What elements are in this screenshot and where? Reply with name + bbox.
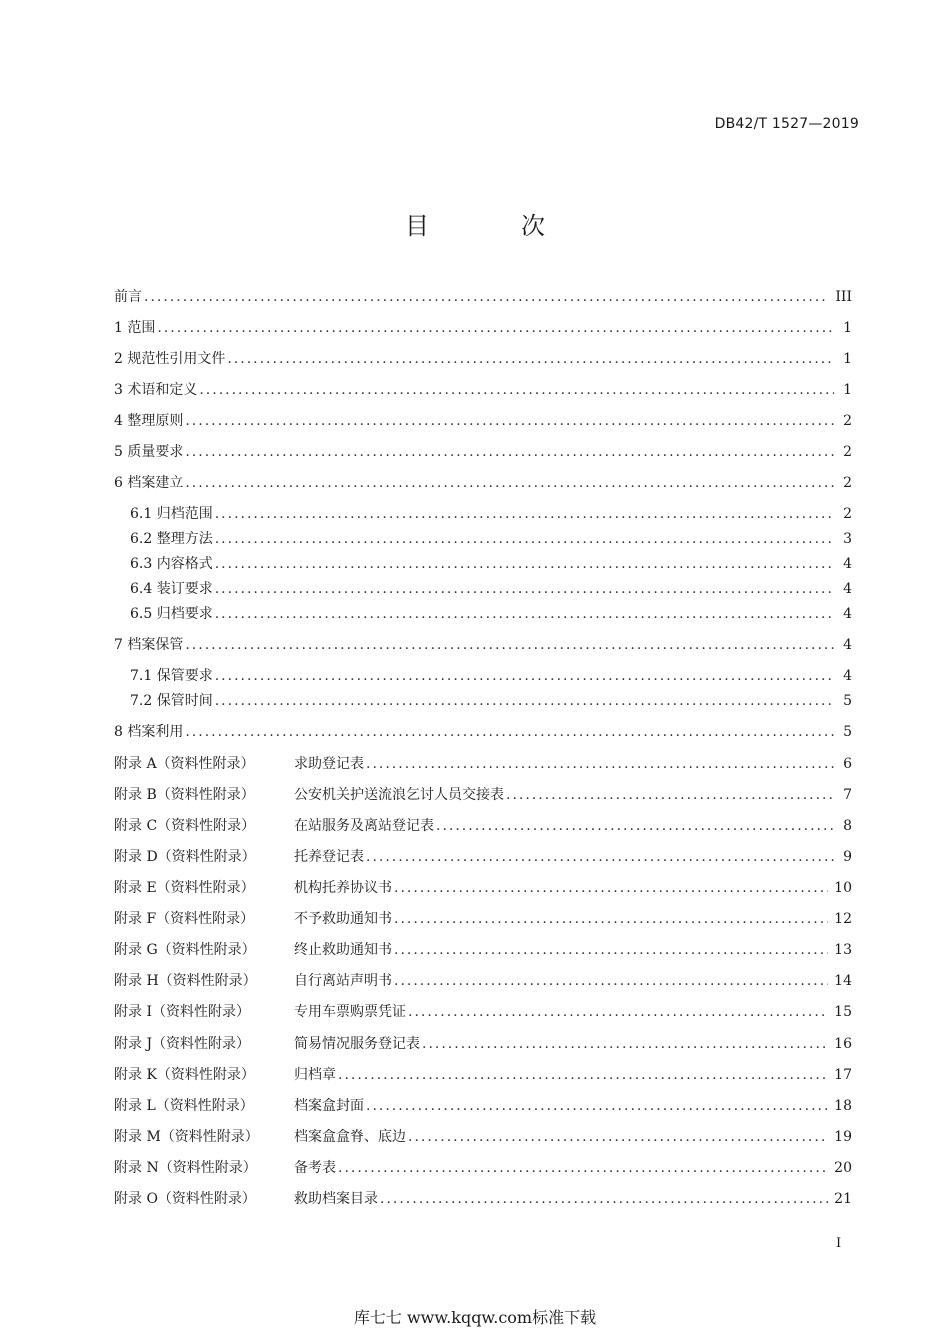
toc-entry-label: 2 规范性引用文件 [114, 351, 226, 367]
appendix-title: 不予救助通知书 [294, 911, 392, 927]
leader-dots [215, 529, 834, 549]
leader-dots [436, 816, 834, 836]
toc-appendix-i[interactable] [114, 1002, 852, 1022]
toc-entry-6[interactable] [114, 473, 852, 493]
toc-appendix-label [114, 816, 434, 836]
leader-dots [408, 1127, 828, 1147]
toc-appendix-label [114, 1189, 378, 1209]
leader-dots [366, 754, 834, 774]
toc-entry-page: 13 [834, 942, 852, 958]
toc-entry-label: 1 范围 [114, 320, 156, 336]
appendix-title: 自行离站声明书 [294, 973, 392, 989]
leader-dots [185, 722, 834, 742]
toc-entry-8[interactable] [114, 722, 852, 742]
appendix-designation: 附录 E（资料性附录） [114, 880, 255, 896]
leader-dots [338, 1158, 828, 1178]
toc-entry-label: 6.2 整理方法 [130, 531, 213, 547]
toc-entry-page: 2 [843, 444, 852, 460]
toc-appendix-label [114, 909, 392, 929]
appendix-title: 公安机关护送流浪乞讨人员交接表 [294, 787, 504, 803]
toc-entry-page: 14 [834, 973, 852, 989]
toc-appendix-label [114, 1034, 420, 1054]
appendix-title: 终止救助通知书 [294, 942, 392, 958]
toc-entry-page: 4 [843, 581, 852, 597]
toc-appendix-label [114, 785, 504, 805]
toc-entry-page: 4 [843, 637, 852, 653]
appendix-title: 简易情况服务登记表 [294, 1036, 420, 1052]
leader-dots [394, 971, 828, 991]
toc-entry-7-1[interactable] [130, 666, 852, 686]
appendix-designation: 附录 C（资料性附录） [114, 818, 256, 834]
document-code: DB42/T 1527—2019 [714, 116, 859, 132]
toc-entry-label: 6 档案建立 [114, 475, 184, 491]
toc-entry-label: 6.1 归档范围 [130, 506, 213, 522]
toc-entry-page: III [835, 289, 852, 305]
leader-dots [408, 1002, 828, 1022]
toc-entry-page: 10 [834, 880, 852, 896]
appendix-title: 救助档案目录 [294, 1191, 378, 1207]
toc-entry-label: 7.1 保管要求 [130, 668, 213, 684]
toc-entry-page: 7 [843, 787, 852, 803]
toc-appendix-o[interactable] [114, 1189, 852, 1209]
toc-appendix-label [114, 1065, 336, 1085]
toc-entry-2[interactable] [114, 349, 852, 369]
toc-entry-page: 4 [843, 606, 852, 622]
toc-entry-page: 8 [843, 818, 852, 834]
toc-appendix-j[interactable] [114, 1034, 852, 1054]
footer-watermark[interactable]: 库七七 www.kqqw.com标准下载 [353, 1308, 597, 1327]
toc-entry-page: 9 [843, 849, 852, 865]
toc-entry-label: 8 档案利用 [114, 724, 184, 740]
toc-entry-page: 5 [843, 724, 852, 740]
toc-entry-label: 7.2 保管时间 [130, 693, 213, 709]
leader-dots [215, 554, 834, 574]
toc-appendix-b[interactable] [114, 785, 852, 805]
toc-entry-7[interactable] [114, 635, 852, 655]
leader-dots [394, 940, 828, 960]
appendix-designation: 附录 N（资料性附录） [114, 1160, 257, 1176]
toc-entry-page: 5 [843, 693, 852, 709]
page-number: I [836, 1236, 842, 1251]
toc-entry-page: 2 [843, 506, 852, 522]
leader-dots [185, 442, 834, 462]
toc-entry-label: 6.5 归档要求 [130, 606, 213, 622]
appendix-designation: 附录 B（资料性附录） [114, 787, 255, 803]
toc-entry-page: 4 [843, 668, 852, 684]
appendix-designation: 附录 M（资料性附录） [114, 1129, 259, 1145]
toc-appendix-label [114, 754, 364, 774]
leader-dots [215, 579, 834, 599]
toc-appendix-l[interactable] [114, 1096, 852, 1116]
appendix-designation: 附录 L（资料性附录） [114, 1098, 254, 1114]
appendix-designation: 附录 I（资料性附录） [114, 1004, 250, 1020]
toc-entry-page: 18 [834, 1098, 852, 1114]
page-title: 目 次 [405, 212, 579, 240]
appendix-designation: 附录 J（资料性附录） [114, 1036, 251, 1052]
toc-entry-page: 1 [843, 320, 852, 336]
toc-entry-label: 4 整理原则 [114, 413, 184, 429]
toc-entry-label: 6.4 装订要求 [130, 581, 213, 597]
leader-dots [394, 878, 828, 898]
toc-entry-page: 12 [834, 911, 852, 927]
toc-appendix-label [114, 1002, 406, 1022]
appendix-designation: 附录 O（资料性附录） [114, 1191, 256, 1207]
appendix-title: 托养登记表 [294, 849, 364, 865]
leader-dots [422, 1034, 828, 1054]
toc-appendix-k[interactable] [114, 1065, 852, 1085]
toc-entry-page: 16 [834, 1036, 852, 1052]
toc-entry-page: 2 [843, 475, 852, 491]
toc-appendix-label [114, 940, 392, 960]
appendix-title: 机构托养协议书 [294, 880, 392, 896]
leader-dots [215, 691, 834, 711]
toc-entry-5[interactable] [114, 442, 852, 462]
appendix-title: 归档章 [294, 1067, 336, 1083]
toc-entry-page: 3 [843, 531, 852, 547]
leader-dots [144, 287, 829, 307]
appendix-designation: 附录 G（资料性附录） [114, 942, 256, 958]
toc-entry-6-5[interactable] [130, 604, 852, 624]
toc-appendix-n[interactable] [114, 1158, 852, 1178]
leader-dots [366, 1096, 828, 1116]
toc-appendix-f[interactable] [114, 909, 852, 929]
appendix-designation: 附录 H（资料性附录） [114, 973, 257, 989]
toc-appendix-e[interactable] [114, 878, 852, 898]
leader-dots [380, 1189, 828, 1209]
appendix-title: 档案盒封面 [294, 1098, 364, 1114]
toc-entry-label: 7 档案保管 [114, 637, 184, 653]
toc-entry-page: 21 [834, 1191, 852, 1207]
toc-entry-page: 2 [843, 413, 852, 429]
appendix-designation: 附录 F（资料性附录） [114, 911, 255, 927]
toc-entry-6-4[interactable] [130, 579, 852, 599]
toc-entry-page: 19 [834, 1129, 852, 1145]
leader-dots [199, 380, 834, 400]
toc-appendix-d[interactable] [114, 847, 852, 867]
appendix-designation: 附录 A（资料性附录） [114, 756, 255, 772]
appendix-title: 求助登记表 [294, 756, 364, 772]
toc-entry-label: 3 术语和定义 [114, 382, 198, 398]
appendix-designation: 附录 K（资料性附录） [114, 1067, 255, 1083]
toc-entry-page: 17 [834, 1067, 852, 1083]
leader-dots [215, 666, 834, 686]
toc-appendix-c[interactable] [114, 816, 852, 836]
toc-entry-page: 15 [834, 1004, 852, 1020]
toc-entry-page: 6 [843, 756, 852, 772]
toc-appendix-label [114, 847, 364, 867]
toc-appendix-m[interactable] [114, 1127, 852, 1147]
toc-entry-page: 4 [843, 556, 852, 572]
toc-entry-6-2[interactable] [130, 529, 852, 549]
toc-entry-4[interactable] [114, 411, 852, 431]
leader-dots [394, 909, 828, 929]
appendix-title: 在站服务及离站登记表 [294, 818, 434, 834]
leader-dots [215, 504, 834, 524]
leader-dots [215, 604, 834, 624]
toc-entry-page: 20 [834, 1160, 852, 1176]
toc-appendix-a[interactable] [114, 754, 852, 774]
toc-appendix-label [114, 878, 392, 898]
appendix-title: 档案盒盒脊、底边 [294, 1129, 406, 1145]
leader-dots [157, 318, 834, 338]
toc-appendix-h[interactable] [114, 971, 852, 991]
leader-dots [338, 1065, 828, 1085]
toc-entry-7-2[interactable] [130, 691, 852, 711]
toc-entry-3[interactable] [114, 380, 852, 400]
toc-appendix-label [114, 1158, 336, 1178]
leader-dots [185, 411, 834, 431]
leader-dots [185, 473, 834, 493]
appendix-title: 备考表 [294, 1160, 336, 1176]
toc-appendix-g[interactable] [114, 940, 852, 960]
toc-entry-label: 5 质量要求 [114, 444, 184, 460]
toc-appendix-label [114, 1096, 364, 1116]
toc-entry-page: 1 [843, 382, 852, 398]
toc-entry-label: 6.3 内容格式 [130, 556, 213, 572]
toc-entry-6-1[interactable] [130, 504, 852, 524]
toc-entry-6-3[interactable] [130, 554, 852, 574]
toc-entry-label: 前言 [114, 289, 142, 305]
leader-dots [227, 349, 834, 369]
toc-appendix-label [114, 971, 392, 991]
toc-entry-page: 1 [843, 351, 852, 367]
appendix-title: 专用车票购票凭证 [294, 1004, 406, 1020]
leader-dots [506, 785, 834, 805]
leader-dots [366, 847, 834, 867]
toc-appendix-label [114, 1127, 406, 1147]
leader-dots [185, 635, 834, 655]
appendix-designation: 附录 D（资料性附录） [114, 849, 256, 865]
toc-entry-foreword[interactable] [114, 287, 852, 307]
toc-entry-1[interactable] [114, 318, 852, 338]
